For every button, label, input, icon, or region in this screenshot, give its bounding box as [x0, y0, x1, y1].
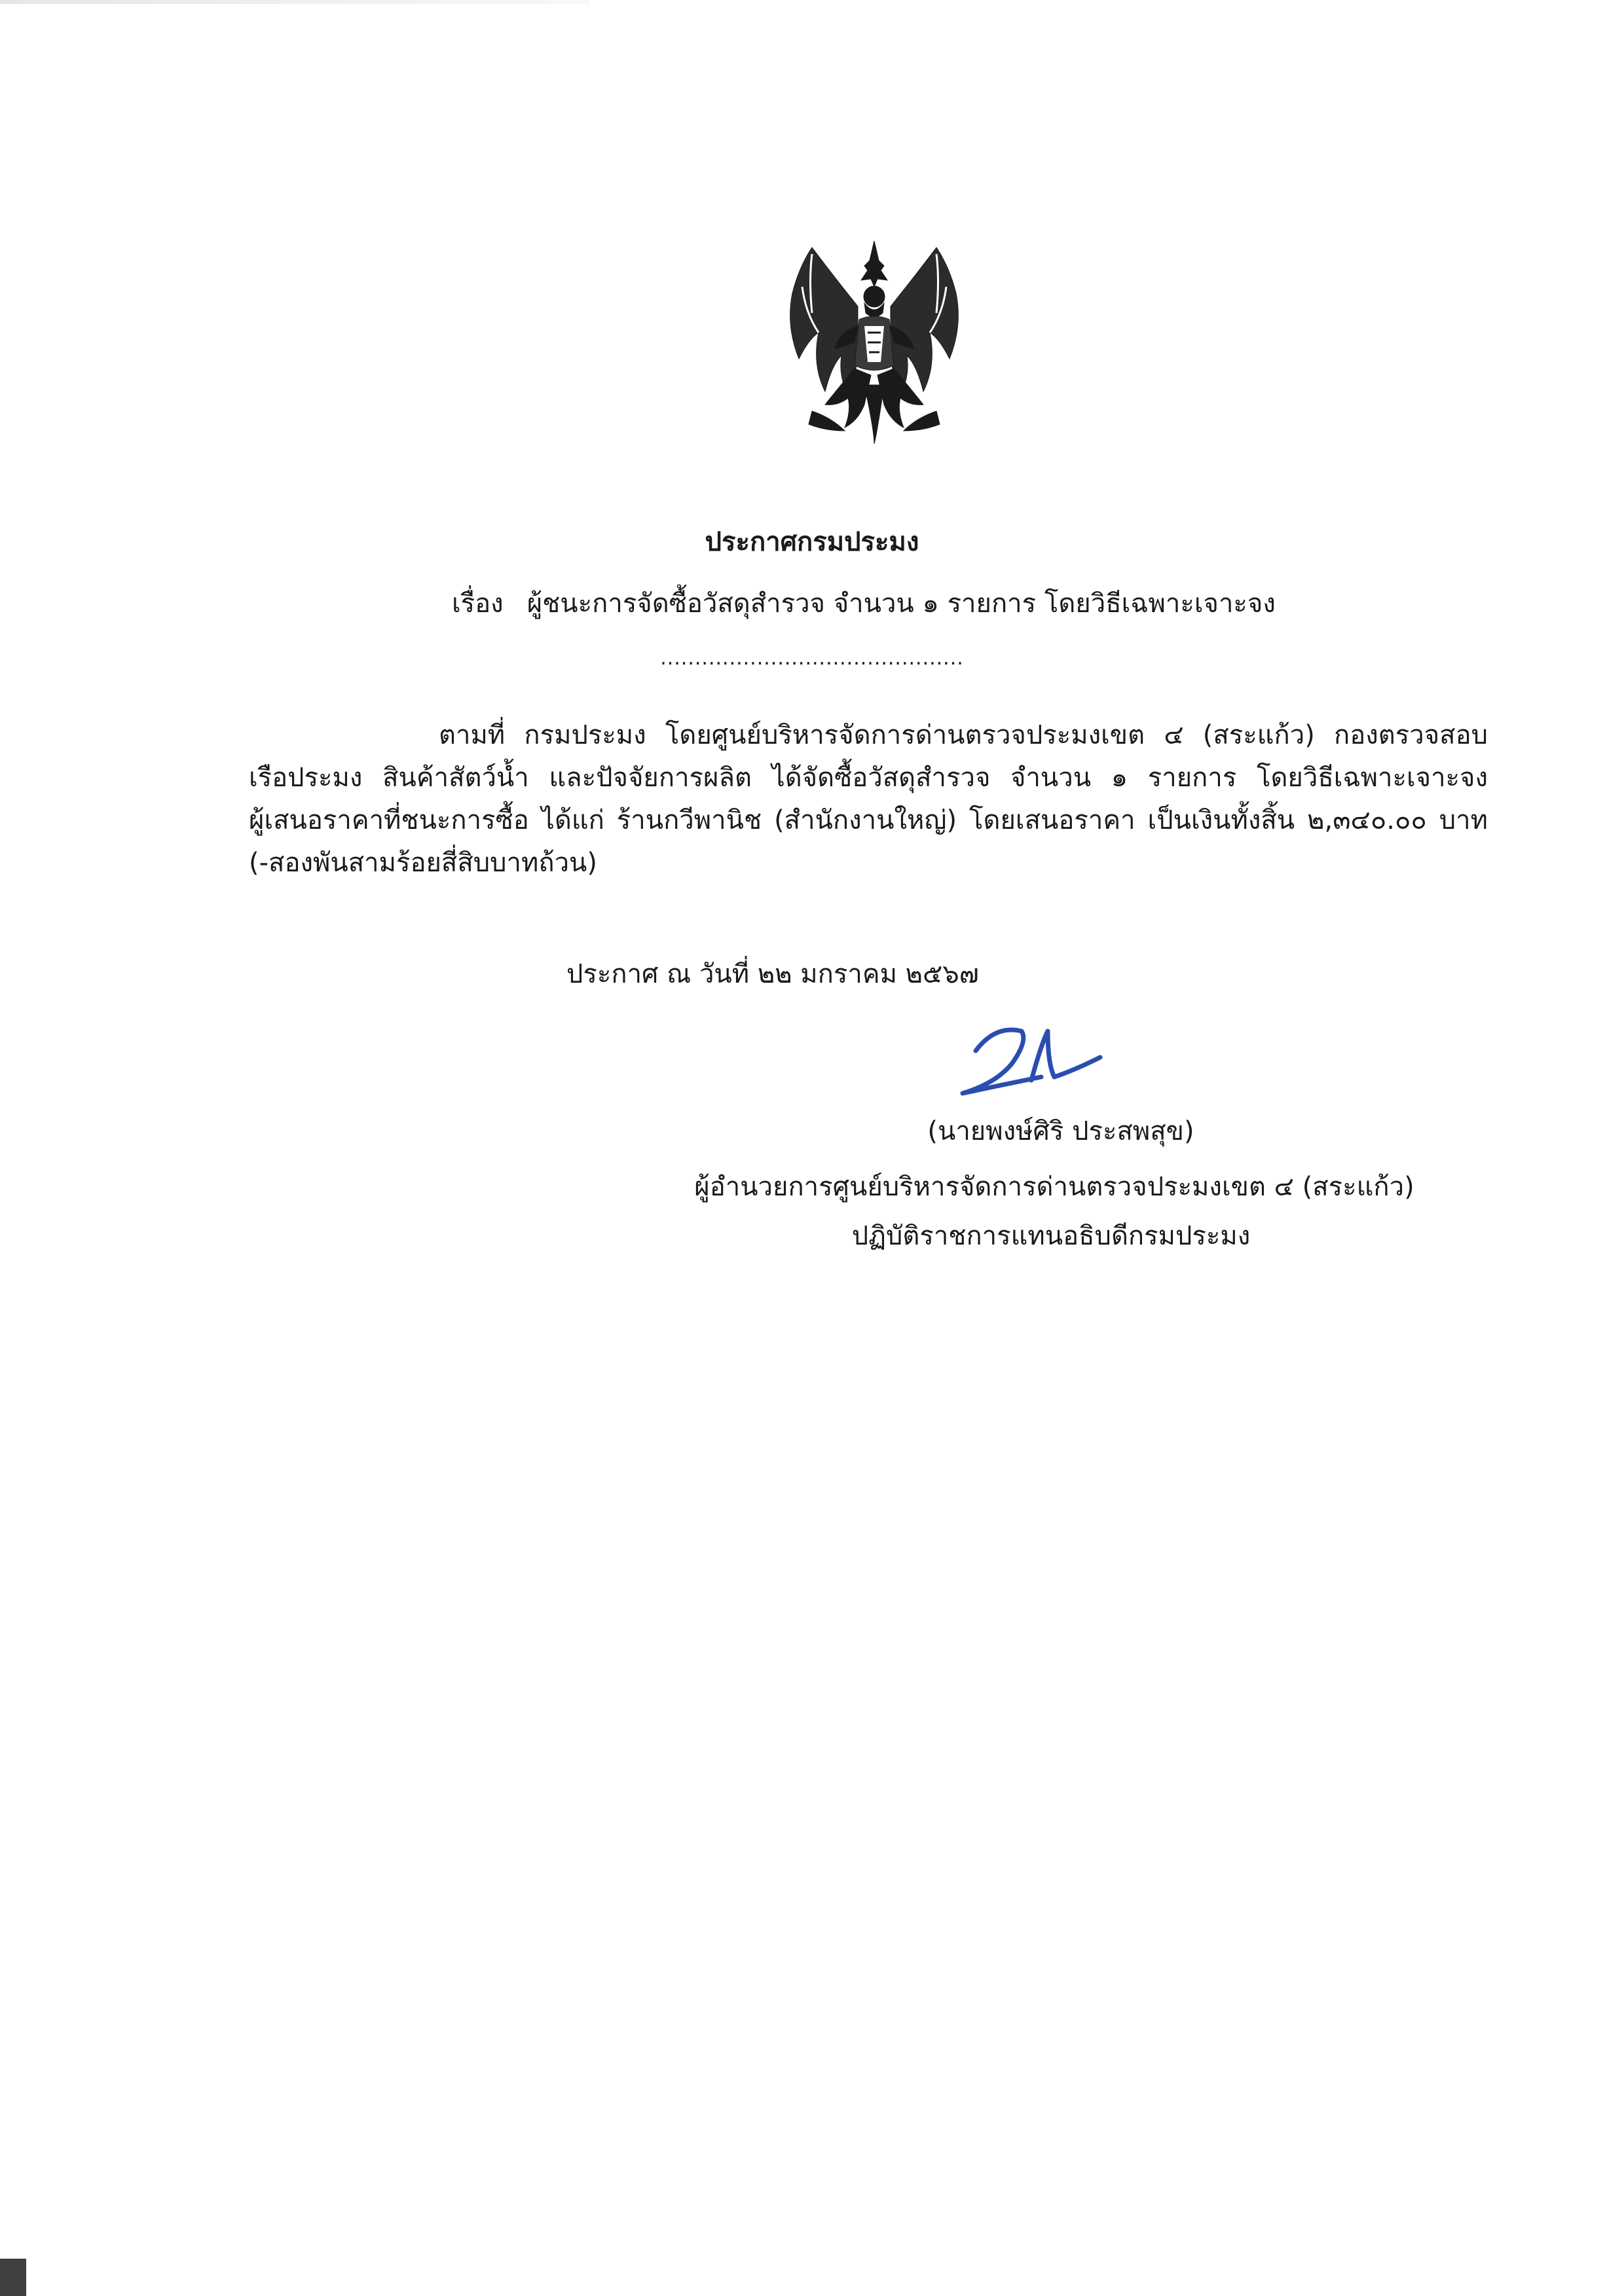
subject-label: เรื่อง: [452, 589, 504, 619]
garuda-emblem-icon: [773, 234, 976, 450]
scan-edge: [0, 0, 589, 4]
separator-dots: ............................................: [660, 647, 964, 670]
subject-text: ผู้ชนะการจัดซื้อวัสดุสำรวจ จำนวน ๑ รายการ โดยวิธีเฉพาะเจาะจง: [526, 589, 1276, 619]
body-line-4: (-สองพันสามร้อยสี่สิบบาทถ้วน): [249, 848, 597, 878]
announcement-title: ประกาศกรมประมง: [705, 527, 919, 557]
body-line-3: ผู้เสนอราคาที่ชนะการซื้อ ได้แก่ ร้านกวีพานิช (สำนักงานใหญ่) โดยเสนอราคา เป็นเงินทั้งสิ้น ๒,๓๔๐.๐๐ บาท: [249, 805, 1488, 835]
body-line-2: เรือประมง สินค้าสัตว์น้ำ และปัจจัยการผลิต ได้จัดซื้อวัสดุสำรวจ จำนวน ๑ รายการ โดยวิธีเฉพาะเจาะจง: [249, 763, 1488, 793]
announcement-date: ประกาศ ณ วันที่ ๒๒ มกราคม ๒๕๖๗: [566, 959, 979, 989]
subject-line: [452, 585, 1276, 622]
signer-name: (นายพงษ์ศิริ ประสพสุข): [927, 1116, 1194, 1146]
signer-position: ผู้อำนวยการศูนย์บริหารจัดการด่านตรวจประมงเขต ๔ (สระแก้ว): [694, 1172, 1414, 1202]
signature-mark: [950, 1011, 1120, 1110]
body-line-1: ตามที่ กรมประมง โดยศูนย์บริหารจัดการด่านตรวจประมงเขต ๔ (สระแก้ว) กองตรวจสอบ: [439, 720, 1488, 750]
scan-corner-mark: [0, 2259, 196, 2296]
signer-acting-on-behalf: ปฏิบัติราชการแทนอธิบดีกรมประมง: [851, 1221, 1251, 1251]
